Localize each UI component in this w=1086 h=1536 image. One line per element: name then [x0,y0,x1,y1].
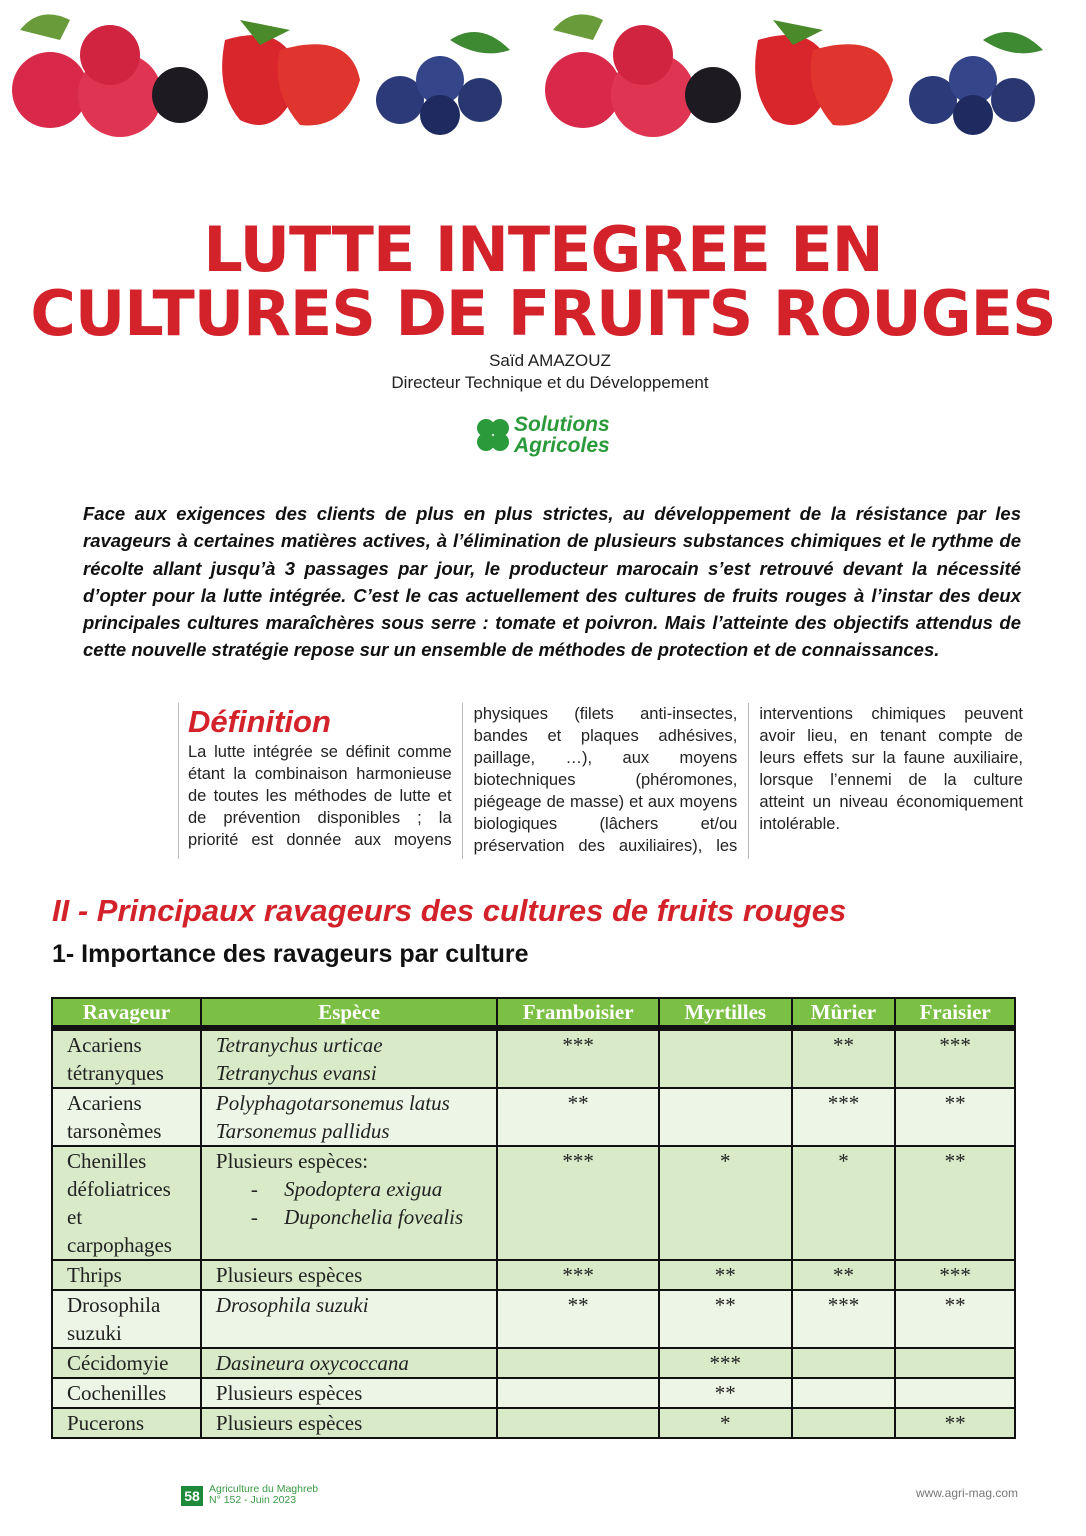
column-header: Fraisier [895,998,1015,1028]
author-role: Directeur Technique et du Développement [391,373,709,392]
importance-rating: ** [895,1146,1015,1260]
clover-icon [474,414,514,458]
title-line-1: LUTTE INTEGREE EN [203,213,883,286]
definition-box [178,703,1023,859]
importance-rating [497,1348,659,1378]
importance-rating [895,1378,1015,1408]
species-name [216,1291,482,1319]
importance-rating: *** [792,1290,896,1348]
importance-rating: *** [497,1146,659,1260]
species-text: Tarsonemus pallidus [215,1119,390,1143]
pest-cell: Acariens tétranyques [52,1028,201,1088]
species-name: - Duponchelia fovealis [250,1205,464,1229]
species-text: Drosophila suzuki [215,1293,369,1317]
species-text: Tetranychus evansi [215,1061,377,1085]
species-cell [201,1290,497,1348]
species-intro: Plusieurs espèces [215,1381,363,1405]
definition-heading: Définition [188,704,331,739]
table-row [52,1260,1015,1290]
importance-rating: ** [497,1290,659,1348]
importance-rating [895,1348,1015,1378]
column-header: Mûrier [792,998,896,1028]
logo-line-2: Agricoles [514,434,610,457]
section-heading: II - Principaux ravageurs des cultures de fruits rouges [52,893,847,928]
importance-rating: *** [497,1028,659,1088]
importance-rating [497,1408,659,1438]
species-intro: Plusieurs espèces [215,1411,363,1435]
definition-text: La lutte intégrée se définit comme étant la combinaison harmonieuse de toutes les méthodes de lutte et de prévention disponibles ; la priorité est donnée aux moyens physiques (filets anti-insectes, bandes et plaques adhésives, paillage, …), aux moyens biotechniques (phéromones, piégeage de masse) et aux moyens biologiques (lâchers et/ou préservation des auxiliaires), les interventions chimiques peuvent avoir lieu, en tenant compte de leurs effets sur la faune auxiliaire, lorsque l’ennemi de la culture atteint un niveau économiquement intolérable. [188,705,1023,855]
pest-cell: Chenilles défoliatrices et carpophages [52,1146,201,1260]
pest-cell: Cécidomyie [52,1348,201,1378]
species-cell [201,1028,497,1088]
table-row [52,1290,1015,1348]
importance-rating: ** [895,1088,1015,1146]
pest-cell: Pucerons [52,1408,201,1438]
author-name: Saïd AMAZOUZ [489,351,611,370]
website-link[interactable]: www.agri-mag.com [915,1486,1018,1500]
table-row [52,1348,1015,1378]
title-line-2: CULTURES DE FRUITS ROUGES [30,277,1056,350]
importance-rating [792,1408,896,1438]
solutions-agricoles-logo [474,414,644,462]
species-cell [201,1378,497,1408]
column-header: Ravageur [52,998,201,1028]
species-text: Polyphagotarsonemus latus [215,1091,450,1115]
column-header: Myrtilles [659,998,792,1028]
importance-rating: ** [497,1088,659,1146]
species-name [216,1349,482,1377]
species-name: - Spodoptera exigua [250,1177,443,1201]
species-name [216,1117,482,1145]
importance-rating [659,1088,792,1146]
pest-cell: Acariens tarsonèmes [52,1088,201,1146]
importance-rating: ** [659,1290,792,1348]
species-text: Spodoptera exigua [284,1177,443,1201]
species-cell [201,1088,497,1146]
importance-rating [792,1348,896,1378]
red-fruits-banner-image [0,0,1086,150]
table-row [52,1088,1015,1146]
importance-rating: *** [792,1088,896,1146]
column-header: Espèce [201,998,497,1028]
species-cell [201,1260,497,1290]
author-block [0,350,1086,394]
species-cell [201,1408,497,1438]
table-row [52,1408,1015,1438]
intro-paragraph: Face aux exigences des clients de plus en plus strictes, au développement de la résistance par les ravageurs à certaines matières actives, à l’élimination de plusieurs substances chimiques et le rythme de récolte allant jusqu’à 3 passages par jour, le producteur marocain s’est retrouvé devant la nécessité d’opter pour la lutte intégrée. C’est le cas actuellement des cultures de fruits rouges à l’instar des deux principales cultures maraîchères sous serre : tomate et poivron. Mais l’atteinte des objectifs attendus de cette nouvelle stratégie repose sur un ensemble de méthodes de protection et de connaissances. [83,503,1021,661]
species-name [216,1089,482,1117]
species-cell [201,1348,497,1378]
subsection-heading: 1- Importance des ravageurs par culture [52,940,529,968]
article-title [0,213,1086,350]
species-intro: Plusieurs espèces [215,1263,363,1287]
column-header: Framboisier [497,998,659,1028]
importance-rating: ** [895,1290,1015,1348]
species-text: Dasineura oxycoccana [215,1351,409,1375]
importance-rating: ** [792,1028,896,1088]
importance-rating: *** [497,1260,659,1290]
species-cell [201,1146,497,1260]
importance-rating: *** [895,1260,1015,1290]
importance-rating [497,1378,659,1408]
importance-rating: ** [659,1260,792,1290]
pest-cell: Cochenilles [52,1378,201,1408]
species-name [216,1031,482,1059]
importance-rating [659,1028,792,1088]
table-row [52,1146,1015,1260]
magazine-name: Agriculture du Maghreb [209,1483,319,1495]
table-row [52,1028,1015,1088]
table-header-row [52,998,1015,1028]
importance-rating: * [659,1408,792,1438]
importance-rating [792,1378,896,1408]
importance-rating: ** [792,1260,896,1290]
importance-rating: ** [659,1378,792,1408]
importance-rating: *** [659,1348,792,1378]
table-row [52,1378,1015,1408]
species-intro: Plusieurs espèces: [215,1149,369,1173]
issue-info: N° 152 - Juin 2023 [209,1494,297,1506]
species-text: Tetranychus urticae [215,1033,383,1057]
page-footer [181,1484,1018,1508]
page-number: 58 [181,1486,203,1506]
importance-rating: * [659,1146,792,1260]
importance-rating: *** [895,1028,1015,1088]
importance-rating: * [792,1146,896,1260]
importance-rating: ** [895,1408,1015,1438]
pest-cell: Drosophila suzuki [52,1290,201,1348]
species-text: Duponchelia fovealis [284,1205,464,1229]
pest-importance-table [51,997,1016,1439]
species-name [216,1059,482,1087]
logo-line-1: Solutions [514,413,610,436]
pest-cell: Thrips [52,1260,201,1290]
